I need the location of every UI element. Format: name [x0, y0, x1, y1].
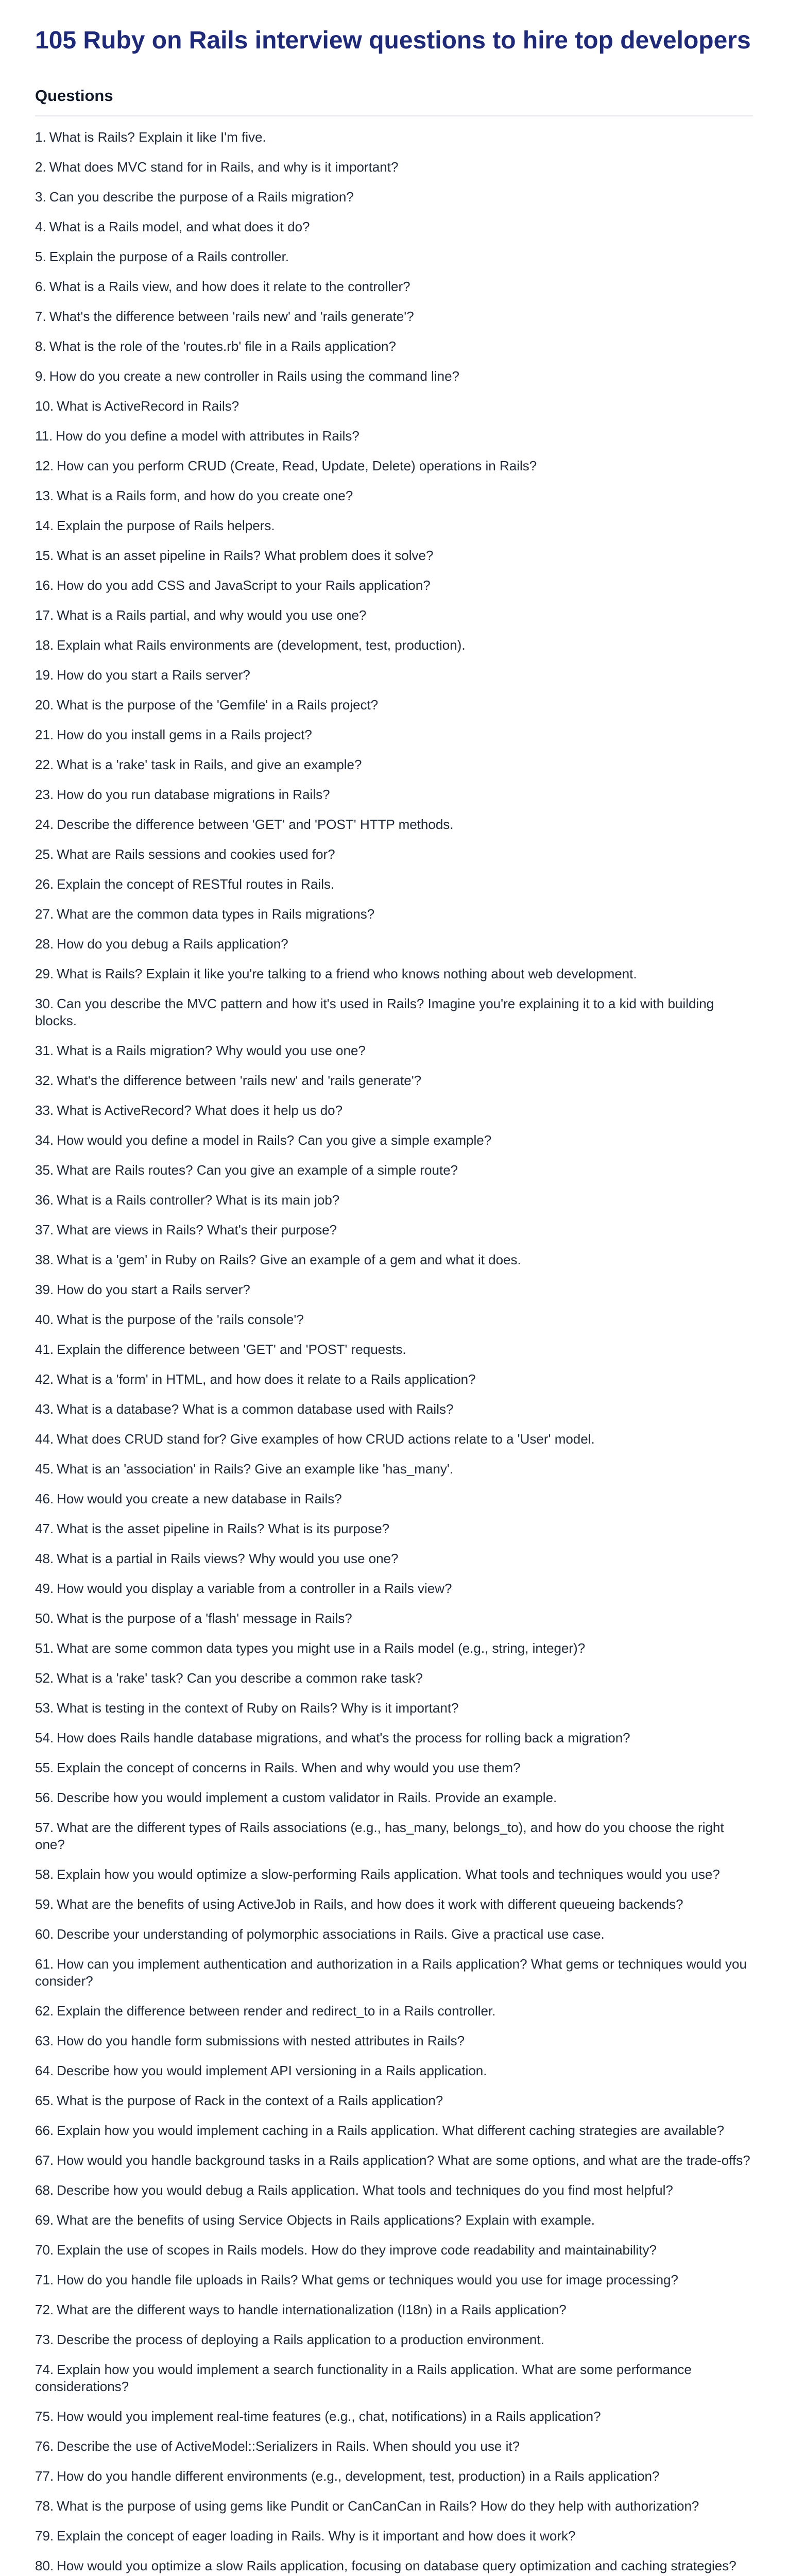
question-number: 78. — [35, 2498, 54, 2514]
question-text: How do you start a Rails server? — [57, 1281, 250, 1297]
question-number: 6. — [35, 278, 46, 294]
question-number: 62. — [35, 2003, 54, 2019]
question-number: 40. — [35, 1311, 54, 1327]
question-item — [35, 2003, 753, 2020]
question-text: What are the different types of Rails associations (e.g., has_many, belongs_to), and how do you choose the right one? — [35, 1819, 724, 1852]
question-number: 23. — [35, 786, 54, 802]
question-text: What is a Rails controller? What is its main job? — [57, 1192, 340, 1208]
question-item — [35, 2528, 753, 2545]
question-item — [35, 965, 753, 982]
question-item — [35, 667, 753, 684]
question-text: How would you create a new database in Rails? — [57, 1490, 342, 1506]
question-number: 32. — [35, 1072, 54, 1088]
question-number: 14. — [35, 517, 54, 533]
question-item — [35, 1520, 753, 1537]
question-item — [35, 1371, 753, 1388]
question-item — [35, 936, 753, 953]
question-number: 74. — [35, 2361, 54, 2377]
question-item — [35, 1580, 753, 1597]
question-text: What is ActiveRecord? What does it help us do? — [57, 1102, 343, 1118]
question-item — [35, 189, 753, 206]
question-number: 22. — [35, 756, 54, 772]
question-text: What is an asset pipeline in Rails? What problem does it solve? — [57, 547, 434, 563]
question-text: Explain the use of scopes in Rails models. How do they improve code readability and maintainability? — [57, 2242, 657, 2258]
question-text: Explain how you would implement caching in a Rails application. What different caching strategies are available? — [57, 2122, 725, 2138]
question-item — [35, 278, 753, 295]
question-number: 76. — [35, 2438, 54, 2454]
question-text: How would you optimize a slow Rails application, focusing on database query optimization and caching strategies? — [57, 2557, 736, 2573]
question-item — [35, 159, 753, 176]
question-list — [35, 129, 753, 2576]
question-number: 55. — [35, 1759, 54, 1775]
question-number: 19. — [35, 667, 54, 683]
question-text: What is an 'association' in Rails? Give an example like 'has_many'. — [57, 1461, 454, 1477]
question-item — [35, 1042, 753, 1059]
question-number: 75. — [35, 2408, 54, 2424]
question-number: 4. — [35, 218, 46, 234]
question-item — [35, 1670, 753, 1687]
question-number: 43. — [35, 1401, 54, 1417]
question-number: 71. — [35, 2272, 54, 2287]
question-number: 10. — [35, 398, 54, 414]
question-item — [35, 637, 753, 654]
question-number: 28. — [35, 936, 54, 952]
question-text: What is a 'rake' task? Can you describe a common rake task? — [57, 1670, 423, 1686]
question-number: 80. — [35, 2557, 54, 2573]
question-number: 1. — [35, 129, 46, 145]
question-text: Explain the concept of RESTful routes in Rails. — [57, 876, 335, 892]
question-text: Explain the purpose of Rails helpers. — [57, 517, 275, 533]
question-number: 2. — [35, 159, 46, 175]
question-item — [35, 1700, 753, 1717]
question-item — [35, 398, 753, 415]
question-item — [35, 2212, 753, 2229]
question-text: Can you describe the MVC pattern and how it's used in Rails? Imagine you're explaining it to a kid with building blocks. — [35, 995, 714, 1028]
question-text: How do you handle different environments (e.g., development, test, production) in a Rails application? — [57, 2468, 660, 2484]
question-item — [35, 2092, 753, 2109]
question-number: 3. — [35, 189, 46, 205]
question-text: Explain the difference between render and redirect_to in a Rails controller. — [57, 2003, 496, 2019]
question-number: 46. — [35, 1490, 54, 1506]
question-number: 31. — [35, 1042, 54, 1058]
question-number: 73. — [35, 2331, 54, 2347]
question-number: 67. — [35, 2152, 54, 2168]
question-number: 51. — [35, 1640, 54, 1656]
question-text: What is the role of the 'routes.rb' file in a Rails application? — [49, 338, 396, 354]
question-text: What is a 'gem' in Ruby on Rails? Give an example of a gem and what it does. — [57, 1251, 521, 1267]
question-text: Describe how you would debug a Rails application. What tools and techniques do you find most helpful? — [57, 2182, 673, 2198]
question-text: What are views in Rails? What's their purpose? — [57, 1222, 337, 1238]
question-text: What are some common data types you might use in a Rails model (e.g., string, integer)? — [57, 1640, 586, 1656]
question-item — [35, 1866, 753, 1883]
question-item — [35, 1072, 753, 1089]
question-text: What is a 'rake' task in Rails, and give an example? — [57, 756, 362, 772]
question-item — [35, 2272, 753, 2289]
question-item — [35, 1610, 753, 1627]
question-text: What are the benefits of using Service Objects in Rails applications? Explain with example. — [57, 2212, 595, 2228]
question-item — [35, 816, 753, 833]
question-item — [35, 248, 753, 265]
question-text: What's the difference between 'rails new' and 'rails generate'? — [49, 308, 414, 324]
question-item — [35, 2361, 753, 2395]
question-number: 61. — [35, 1956, 54, 1972]
question-text: What is Rails? Explain it like you're talking to a friend who knows nothing about web development. — [57, 965, 637, 981]
question-number: 34. — [35, 1132, 54, 1148]
question-number: 13. — [35, 487, 54, 503]
question-text: What is the purpose of using gems like Pundit or CanCanCan in Rails? How do they help with authorization? — [57, 2498, 699, 2514]
question-number: 59. — [35, 1896, 54, 1912]
question-text: Explain how you would implement a search functionality in a Rails application. What are some performance considerations? — [35, 2361, 692, 2394]
question-number: 21. — [35, 726, 54, 742]
question-number: 70. — [35, 2242, 54, 2258]
question-text: How do you define a model with attributes in Rails? — [56, 428, 359, 444]
question-item — [35, 428, 753, 445]
question-number: 48. — [35, 1550, 54, 1566]
question-number: 57. — [35, 1819, 54, 1835]
question-text: How can you implement authentication and authorization in a Rails application? What gems or techniques would you consider? — [35, 1956, 747, 1989]
question-number: 20. — [35, 697, 54, 713]
question-text: How does Rails handle database migrations, and what's the process for rolling back a migration? — [57, 1730, 630, 1745]
question-text: How do you handle form submissions with nested attributes in Rails? — [57, 2032, 465, 2048]
question-item — [35, 1132, 753, 1149]
question-item — [35, 2032, 753, 2049]
question-text: How do you add CSS and JavaScript to your Rails application? — [57, 577, 431, 593]
section-heading: Questions — [35, 86, 113, 105]
question-number: 25. — [35, 846, 54, 862]
question-number: 54. — [35, 1730, 54, 1745]
question-item — [35, 2557, 753, 2574]
question-item — [35, 1926, 753, 1943]
question-item — [35, 1896, 753, 1913]
question-text: What are the benefits of using ActiveJob in Rails, and how does it work with different queueing backends? — [57, 1896, 683, 1912]
question-number: 26. — [35, 876, 54, 892]
question-number: 30. — [35, 995, 54, 1011]
question-text: What is testing in the context of Ruby on Rails? Why is it important? — [57, 1700, 459, 1716]
question-item — [35, 1401, 753, 1418]
question-text: Can you describe the purpose of a Rails migration? — [49, 189, 354, 205]
question-number: 18. — [35, 637, 54, 653]
question-item — [35, 1730, 753, 1747]
question-number: 44. — [35, 1431, 54, 1447]
question-item — [35, 368, 753, 385]
question-item — [35, 786, 753, 803]
question-number: 64. — [35, 2062, 54, 2078]
question-item — [35, 1789, 753, 1806]
question-text: Explain the concept of eager loading in Rails. Why is it important and how does it work? — [57, 2528, 576, 2544]
question-text: Describe how you would implement a custom validator in Rails. Provide an example. — [57, 1789, 557, 1805]
question-text: How do you create a new controller in Rails using the command line? — [49, 368, 459, 384]
question-item — [35, 995, 753, 1029]
question-number: 29. — [35, 965, 54, 981]
question-number: 60. — [35, 1926, 54, 1942]
question-number: 66. — [35, 2122, 54, 2138]
question-text: What is a Rails partial, and why would you use one? — [57, 607, 367, 623]
question-number: 45. — [35, 1461, 54, 1477]
question-item — [35, 1251, 753, 1268]
question-item — [35, 846, 753, 863]
question-text: Explain the concept of concerns in Rails. When and why would you use them? — [57, 1759, 521, 1775]
question-item — [35, 338, 753, 355]
question-number: 72. — [35, 2301, 54, 2317]
question-text: What is a Rails view, and how does it relate to the controller? — [49, 278, 410, 294]
question-number: 47. — [35, 1520, 54, 1536]
question-item — [35, 2122, 753, 2139]
question-text: What is ActiveRecord in Rails? — [57, 398, 239, 414]
question-item — [35, 1759, 753, 1776]
question-number: 79. — [35, 2528, 54, 2544]
question-text: Explain what Rails environments are (development, test, production). — [57, 637, 466, 653]
question-number: 27. — [35, 906, 54, 922]
question-text: How do you install gems in a Rails project? — [57, 726, 312, 742]
question-number: 65. — [35, 2092, 54, 2108]
question-text: How do you debug a Rails application? — [57, 936, 288, 952]
question-number: 52. — [35, 1670, 54, 1686]
question-number: 11. — [35, 428, 53, 444]
question-item — [35, 2468, 753, 2485]
question-number: 15. — [35, 547, 54, 563]
question-text: What are Rails routes? Can you give an example of a simple route? — [57, 1162, 458, 1178]
question-text: What's the difference between 'rails new' and 'rails generate'? — [57, 1072, 422, 1088]
question-item — [35, 2498, 753, 2515]
question-text: Explain how you would optimize a slow-performing Rails application. What tools and techniques would you use? — [57, 1866, 720, 1882]
question-text: What is a partial in Rails views? Why would you use one? — [57, 1550, 399, 1566]
question-number: 77. — [35, 2468, 54, 2484]
question-text: What is a Rails migration? Why would you use one? — [57, 1042, 366, 1058]
question-number: 58. — [35, 1866, 54, 1882]
question-text: What is the purpose of the 'Gemfile' in a Rails project? — [57, 697, 379, 713]
question-item — [35, 1819, 753, 1853]
question-item — [35, 2331, 753, 2348]
question-text: What is Rails? Explain it like I'm five. — [49, 129, 266, 145]
question-number: 69. — [35, 2212, 54, 2228]
question-item — [35, 129, 753, 146]
question-item — [35, 1640, 753, 1657]
question-text: How do you run database migrations in Rails? — [57, 786, 330, 802]
question-item — [35, 1162, 753, 1179]
question-text: What are Rails sessions and cookies used for? — [57, 846, 335, 862]
question-text: How can you perform CRUD (Create, Read, Update, Delete) operations in Rails? — [57, 457, 537, 473]
question-item — [35, 2062, 753, 2079]
question-text: How do you start a Rails server? — [57, 667, 250, 683]
question-item — [35, 1192, 753, 1209]
question-text: Describe the difference between 'GET' and 'POST' HTTP methods. — [57, 816, 454, 832]
question-item — [35, 1102, 753, 1119]
question-item — [35, 906, 753, 923]
question-number: 42. — [35, 1371, 54, 1387]
question-item — [35, 1461, 753, 1478]
question-text: Describe your understanding of polymorphic associations in Rails. Give a practical use case. — [57, 1926, 605, 1942]
question-text: What is the asset pipeline in Rails? What is its purpose? — [57, 1520, 390, 1536]
question-number: 12. — [35, 457, 54, 473]
question-item — [35, 607, 753, 624]
question-number: 24. — [35, 816, 54, 832]
question-number: 35. — [35, 1162, 54, 1178]
question-number: 37. — [35, 1222, 54, 1238]
question-text: How would you implement real-time features (e.g., chat, notifications) in a Rails application? — [57, 2408, 601, 2424]
question-item — [35, 308, 753, 325]
question-number: 41. — [35, 1341, 54, 1357]
question-text: What is the purpose of a 'flash' message in Rails? — [57, 1610, 352, 1626]
question-item — [35, 1956, 753, 1990]
question-text: What are the different ways to handle internationalization (I18n) in a Rails application? — [57, 2301, 567, 2317]
question-item — [35, 1550, 753, 1567]
question-number: 53. — [35, 1700, 54, 1716]
question-item — [35, 517, 753, 534]
question-text: What is a Rails form, and how do you create one? — [57, 487, 353, 503]
question-item — [35, 1341, 753, 1358]
question-item — [35, 2152, 753, 2169]
question-text: What is a Rails model, and what does it do? — [49, 218, 310, 234]
question-item — [35, 547, 753, 564]
question-item — [35, 1311, 753, 1328]
question-item — [35, 487, 753, 504]
question-item — [35, 1281, 753, 1298]
question-item — [35, 457, 753, 474]
question-item — [35, 1431, 753, 1448]
question-item — [35, 2408, 753, 2425]
question-text: What does CRUD stand for? Give examples of how CRUD actions relate to a 'User' model. — [57, 1431, 595, 1447]
question-text: What is a database? What is a common database used with Rails? — [57, 1401, 454, 1417]
question-text: Describe the process of deploying a Rails application to a production environment. — [57, 2331, 544, 2347]
question-number: 16. — [35, 577, 54, 593]
question-text: How would you define a model in Rails? Can you give a simple example? — [57, 1132, 492, 1148]
question-item — [35, 2301, 753, 2318]
question-item — [35, 726, 753, 743]
question-number: 17. — [35, 607, 54, 623]
question-text: What does MVC stand for in Rails, and why is it important? — [49, 159, 399, 175]
question-text: What are the common data types in Rails migrations? — [57, 906, 375, 922]
question-number: 49. — [35, 1580, 54, 1596]
question-text: How would you display a variable from a controller in a Rails view? — [57, 1580, 452, 1596]
question-number: 9. — [35, 368, 46, 384]
question-item — [35, 756, 753, 773]
question-item — [35, 218, 753, 235]
question-item — [35, 876, 753, 893]
question-item — [35, 1222, 753, 1239]
question-item — [35, 2438, 753, 2455]
question-item — [35, 2182, 753, 2199]
question-number: 38. — [35, 1251, 54, 1267]
question-text: What is the purpose of Rack in the context of a Rails application? — [57, 2092, 443, 2108]
question-number: 7. — [35, 308, 46, 324]
question-text: What is a 'form' in HTML, and how does it relate to a Rails application? — [57, 1371, 476, 1387]
question-number: 5. — [35, 248, 46, 264]
question-number: 39. — [35, 1281, 54, 1297]
question-number: 8. — [35, 338, 46, 354]
section-divider — [35, 115, 753, 116]
question-item — [35, 1490, 753, 1507]
question-number: 56. — [35, 1789, 54, 1805]
question-text: Explain the purpose of a Rails controller. — [49, 248, 289, 264]
question-number: 68. — [35, 2182, 54, 2198]
question-item — [35, 577, 753, 594]
question-text: Describe the use of ActiveModel::Serializers in Rails. When should you use it? — [57, 2438, 520, 2454]
question-text: Explain the difference between 'GET' and 'POST' requests. — [57, 1341, 406, 1357]
page-title: 105 Ruby on Rails interview questions to hire top developers — [35, 27, 751, 54]
question-number: 63. — [35, 2032, 54, 2048]
question-number: 50. — [35, 1610, 54, 1626]
question-number: 33. — [35, 1102, 54, 1118]
question-text: How would you handle background tasks in a Rails application? What are some options, and what are the trade-offs? — [57, 2152, 750, 2168]
question-item — [35, 697, 753, 714]
question-text: What is the purpose of the 'rails console'? — [57, 1311, 304, 1327]
question-number: 36. — [35, 1192, 54, 1208]
question-item — [35, 2242, 753, 2259]
question-text: Describe how you would implement API versioning in a Rails application. — [57, 2062, 487, 2078]
question-text: How do you handle file uploads in Rails? What gems or techniques would you use for image processing? — [57, 2272, 678, 2287]
